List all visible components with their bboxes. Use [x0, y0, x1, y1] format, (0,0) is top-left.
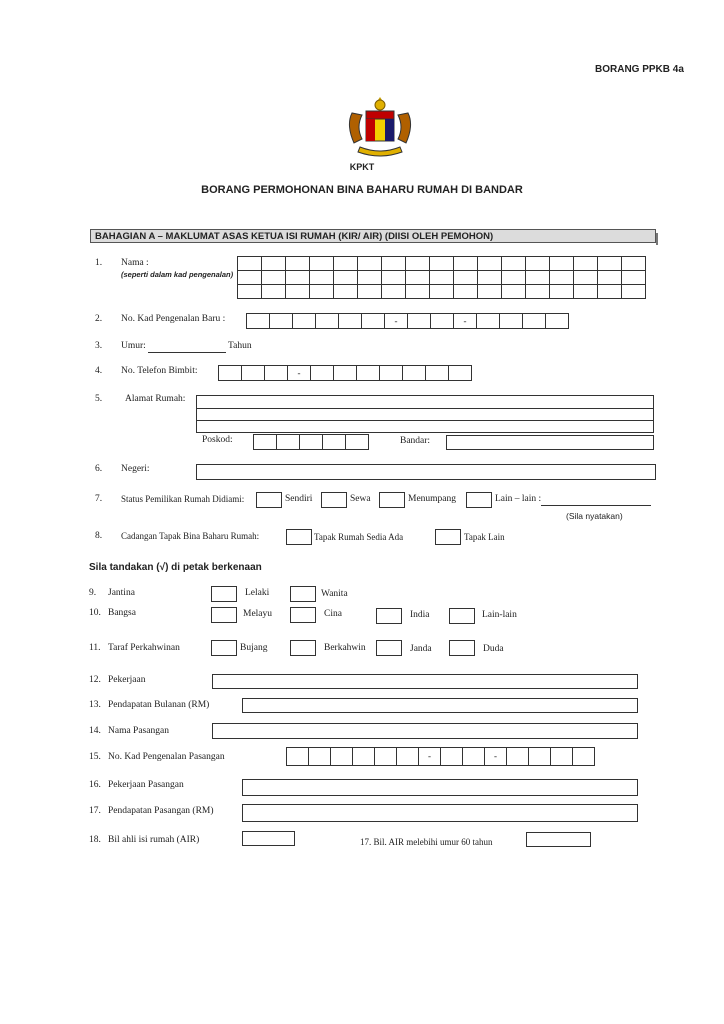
field-14-label: Nama Pasangan: [108, 726, 169, 736]
field-12-number: 12.: [89, 675, 101, 685]
field-2-number: 2.: [95, 314, 103, 324]
field-14-number: 14.: [89, 726, 101, 736]
status-menumpang-label: Menumpang: [408, 494, 457, 504]
field-18-number: 18.: [89, 835, 101, 845]
field-2-label: No. Kad Pengenalan Baru :: [121, 314, 226, 324]
taraf-bujang-checkbox[interactable]: [211, 640, 237, 656]
field-18-label: Bil ahli isi rumah (AIR): [108, 835, 200, 845]
field-4-number: 4.: [95, 366, 103, 376]
poskod-label: Poskod:: [202, 435, 233, 445]
field-6-number: 6.: [95, 464, 103, 474]
nama-pasangan-input[interactable]: [212, 723, 638, 739]
tapak-lain-checkbox[interactable]: [435, 529, 461, 545]
field-1-hint: (seperti dalam kad pengenalan): [121, 270, 234, 279]
jantina-lelaki-label: Lelaki: [245, 588, 270, 598]
field-10-number: 10.: [89, 608, 101, 618]
status-menumpang-checkbox[interactable]: [379, 492, 405, 508]
field-1-label: Nama :: [121, 258, 149, 268]
bandar-input[interactable]: [446, 435, 654, 450]
field-16-number: 16.: [89, 780, 101, 790]
field-3-label: Umur:: [121, 341, 146, 351]
bangsa-cina-label: Cina: [324, 609, 342, 619]
field-5-number: 5.: [95, 394, 103, 404]
status-sendiri-checkbox[interactable]: [256, 492, 282, 508]
status-lain-note: (Sila nyatakan): [566, 511, 623, 521]
field-17-number: 17.: [89, 806, 101, 816]
field-15-label: No. Kad Pengenalan Pasangan: [108, 752, 225, 762]
taraf-bujang-label: Bujang: [240, 643, 268, 653]
field-8-label: Cadangan Tapak Bina Baharu Rumah:: [121, 531, 260, 541]
bangsa-melayu-checkbox[interactable]: [211, 607, 237, 623]
field-6-label: Negeri:: [121, 464, 150, 474]
field-16-label: Pekerjaan Pasangan: [108, 780, 184, 790]
status-lain-label: Lain – lain :: [495, 494, 542, 504]
status-sewa-label: Sewa: [350, 494, 371, 504]
bangsa-melayu-label: Melayu: [243, 609, 273, 619]
field-7-number: 7.: [95, 494, 103, 504]
bangsa-cina-checkbox[interactable]: [290, 607, 316, 623]
field-4-label: No. Telefon Bimbit:: [121, 366, 198, 376]
jantina-wanita-checkbox[interactable]: [290, 586, 316, 602]
bil-air-60-label: 17. Bil. AIR melebihi umur 60 tahun: [360, 837, 493, 847]
form-title: BORANG PERMOHONAN BINA BAHARU RUMAH DI BANDAR: [201, 184, 523, 196]
field-9-label: Jantina: [108, 588, 135, 598]
ic-pasangan-input[interactable]: [286, 747, 595, 766]
instruction-text: Sila tandakan (√) di petak berkenaan: [89, 562, 262, 573]
bangsa-lain-label: Lain-lain: [482, 610, 517, 620]
field-15-number: 15.: [89, 752, 101, 762]
pendapatan-input[interactable]: [242, 698, 638, 713]
field-11-label: Taraf Perkahwinan: [108, 643, 180, 653]
field-9-number: 9.: [89, 588, 97, 598]
bandar-label: Bandar:: [400, 436, 431, 446]
field-12-label: Pekerjaan: [108, 675, 146, 685]
ic-pasangan-separator: -: [484, 747, 507, 766]
poskod-input[interactable]: [253, 434, 369, 450]
kpkt-crest-logo: [338, 93, 422, 173]
bangsa-lain-checkbox[interactable]: [449, 608, 475, 624]
bangsa-india-label: India: [410, 610, 430, 620]
field-17-label: Pendapatan Pasangan (RM): [108, 806, 214, 816]
age-input[interactable]: [148, 341, 226, 353]
field-8-number: 8.: [95, 531, 103, 541]
ic-number-input[interactable]: [246, 313, 569, 329]
address-input[interactable]: [196, 395, 654, 433]
ic-separator: -: [384, 313, 408, 329]
ic-separator: -: [453, 313, 477, 329]
field-3-suffix: Tahun: [228, 341, 252, 351]
section-a-title: BAHAGIAN A – MAKLUMAT ASAS KETUA ISI RUMAH (KIR/ AIR) (DIISI OLEH PEMOHON): [90, 229, 656, 243]
status-sewa-checkbox[interactable]: [321, 492, 347, 508]
status-sendiri-label: Sendiri: [285, 494, 313, 504]
taraf-duda-checkbox[interactable]: [449, 640, 475, 656]
name-input-grid[interactable]: [237, 256, 646, 299]
taraf-berkahwin-label: Berkahwin: [324, 643, 366, 653]
field-1-number: 1.: [95, 258, 103, 268]
taraf-duda-label: Duda: [483, 644, 504, 654]
status-lain-input[interactable]: [541, 494, 651, 506]
phone-input[interactable]: [218, 365, 472, 381]
pekerjaan-input[interactable]: [212, 674, 638, 689]
field-5-label: Alamat Rumah:: [125, 394, 186, 404]
jantina-wanita-label: Wanita: [321, 589, 348, 599]
field-10-label: Bangsa: [108, 608, 136, 618]
form-code: BORANG PPKB 4a: [595, 64, 684, 75]
pekerjaan-pasangan-input[interactable]: [242, 779, 638, 796]
tapak-sedia-ada-label: Tapak Rumah Sedia Ada: [314, 532, 404, 542]
taraf-berkahwin-checkbox[interactable]: [290, 640, 316, 656]
tapak-sedia-ada-checkbox[interactable]: [286, 529, 312, 545]
jantina-lelaki-checkbox[interactable]: [211, 586, 237, 602]
bil-air-input[interactable]: [242, 831, 295, 846]
field-7-label: Status Pemilikan Rumah Didiami:: [121, 494, 245, 504]
tapak-lain-label: Tapak Lain: [464, 532, 505, 542]
bangsa-india-checkbox[interactable]: [376, 608, 402, 624]
field-13-label: Pendapatan Bulanan (RM): [108, 700, 210, 710]
taraf-janda-checkbox[interactable]: [376, 640, 402, 656]
status-lain-checkbox[interactable]: [466, 492, 492, 508]
field-3-number: 3.: [95, 341, 103, 351]
field-13-number: 13.: [89, 700, 101, 710]
taraf-janda-label: Janda: [410, 644, 432, 654]
org-name: KPKT: [349, 162, 375, 172]
bil-air-60-input[interactable]: [526, 832, 591, 847]
negeri-input[interactable]: [196, 464, 656, 480]
ic-pasangan-separator: -: [418, 747, 441, 766]
pendapatan-pasangan-input[interactable]: [242, 804, 638, 822]
field-11-number: 11.: [89, 643, 101, 653]
phone-separator: -: [287, 365, 311, 381]
